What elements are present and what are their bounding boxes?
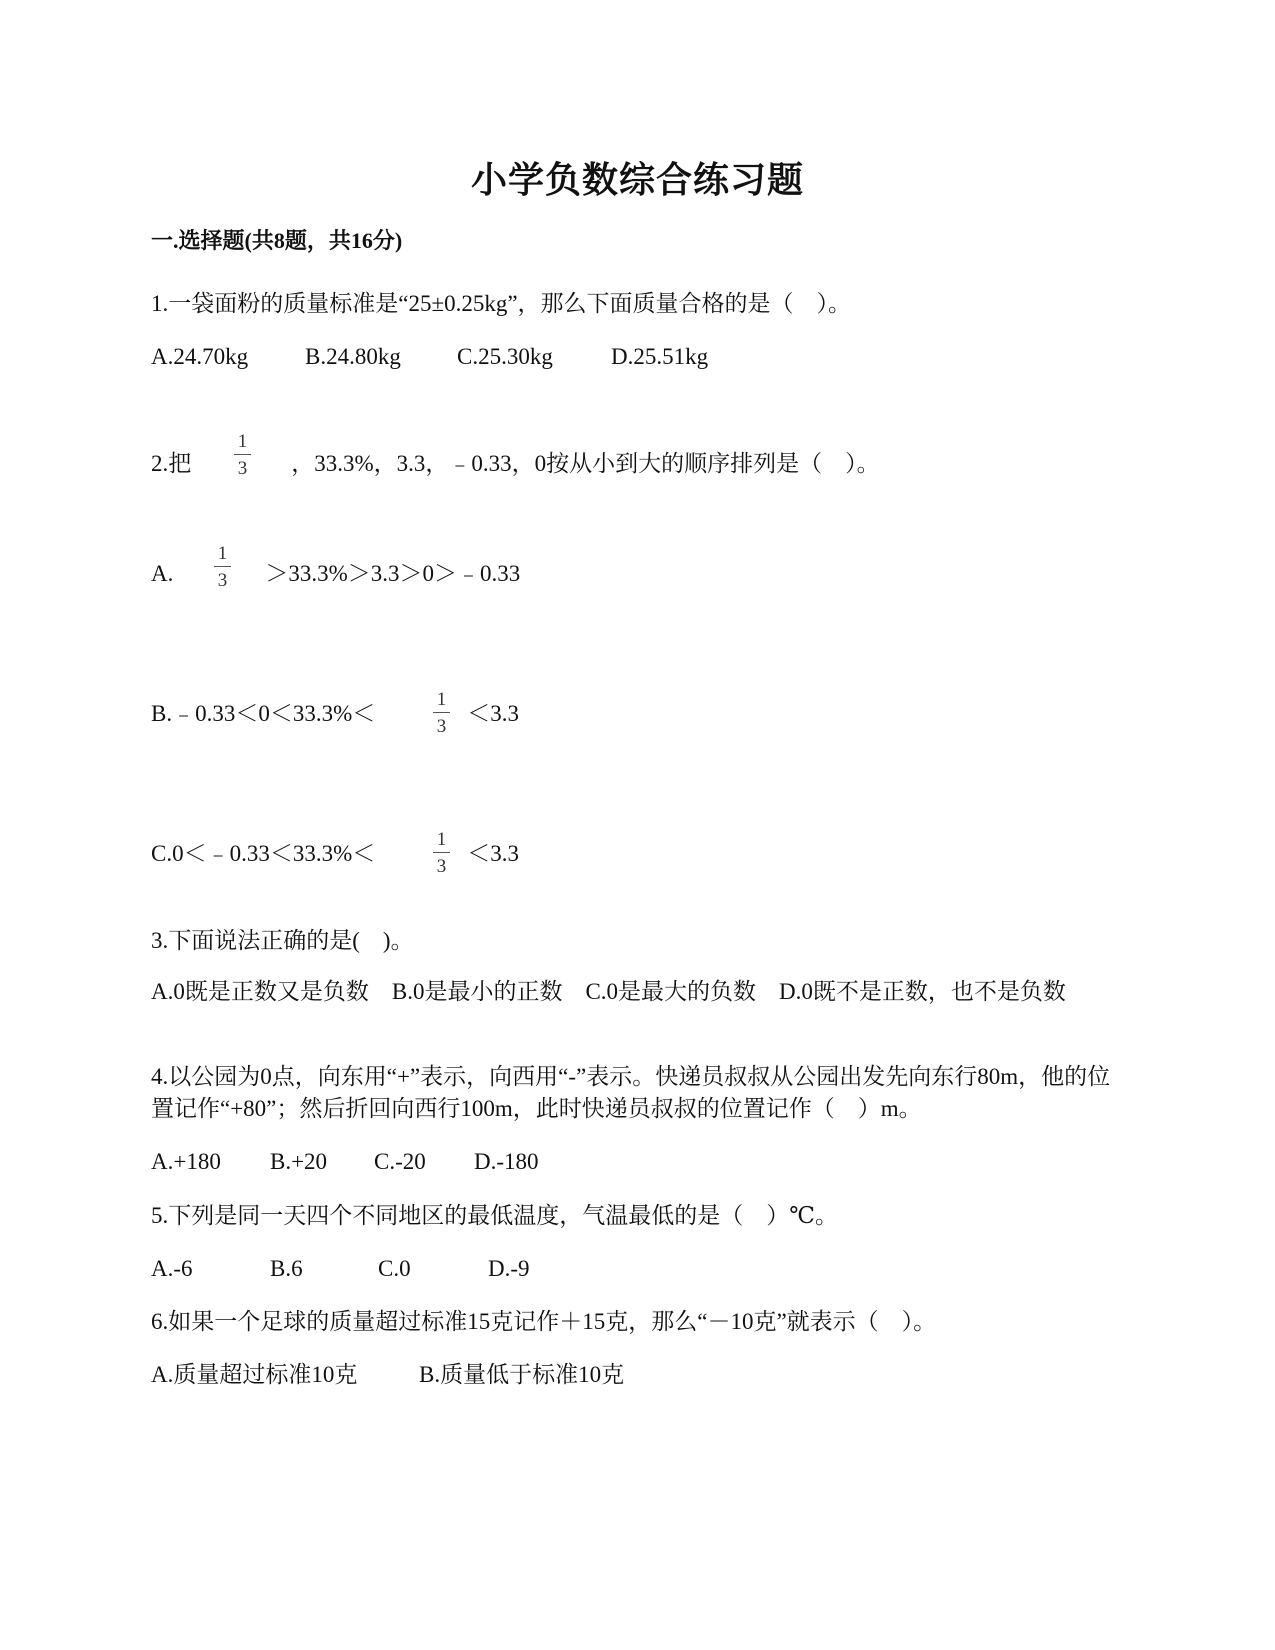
question-2-option-a (151, 562, 520, 585)
q4-option-a: A.+180 (151, 1149, 221, 1174)
fraction-one-third (433, 830, 450, 876)
q1-option-d: D.25.51kg (611, 344, 709, 369)
q5-option-c: C.0 (378, 1256, 411, 1281)
q2-option-b-prefix: B.﹣0.33＜0＜33.3%＜ (151, 701, 376, 726)
question-5-stem: 5.下列是同一天四个不同地区的最低温度，气温最低的是（ ）℃。 (151, 1203, 838, 1228)
q2-option-b-suffix: ＜3.3 (467, 701, 519, 726)
fraction-bar (433, 852, 450, 853)
fraction-denominator: 3 (436, 856, 447, 877)
question-3-options: A.0既是正数又是负数 B.0是最小的正数 C.0是最大的负数 D.0既不是正数，也不是负数 (151, 979, 1066, 1004)
q4-option-b: B.+20 (270, 1149, 328, 1174)
q4-option-d: D.-180 (474, 1149, 539, 1174)
fraction-denominator: 3 (436, 716, 447, 737)
q1-option-a: A.24.70kg (151, 344, 249, 369)
q2-option-a-prefix: A. (151, 561, 174, 586)
fraction-one-third (234, 432, 251, 478)
q2-prefix: 2.把 (151, 451, 192, 476)
question-5-options (151, 1257, 530, 1280)
fraction-numerator: 1 (436, 689, 447, 710)
question-4-stem: 4.以公园为0点，向东用“+”表示，向西用“-”表示。快递员叔叔从公园出发先向东行80m，他的位置记作“+80”；然后折回向西行100m，此时快递员叔叔的位置记作（ ）m。 (151, 1064, 1111, 1121)
q4-option-c: C.-20 (374, 1149, 426, 1174)
fraction-bar (214, 566, 231, 567)
q5-option-b: B.6 (270, 1256, 303, 1281)
question-1-options (151, 345, 708, 368)
q2-option-c-prefix: C.0＜﹣0.33＜33.3%＜ (151, 841, 376, 866)
question-2-stem (151, 452, 880, 475)
question-2-option-b (151, 702, 519, 725)
fraction-denominator: 3 (237, 458, 248, 479)
fraction-numerator: 1 (436, 829, 447, 850)
page-title: 小学负数综合练习题 (470, 160, 804, 200)
q2-suffix: ，33.3%，3.3，﹣0.33，0按从小到大的顺序排列是（ ）。 (291, 451, 880, 476)
q2-option-a-suffix: ＞33.3%＞3.3＞0＞﹣0.33 (265, 561, 521, 586)
fraction-numerator: 1 (217, 543, 228, 564)
question-6-stem: 6.如果一个足球的质量超过标准15克记作＋15克，那么“－10克”就表示（ ）。 (151, 1309, 937, 1334)
q5-option-d: D.-9 (488, 1256, 530, 1281)
q1-option-c: C.25.30kg (457, 344, 553, 369)
fraction-bar (433, 712, 450, 713)
fraction-numerator: 1 (237, 431, 248, 452)
fraction-one-third (433, 690, 450, 736)
q5-option-a: A.-6 (151, 1256, 193, 1281)
question-6-options (151, 1363, 624, 1386)
question-3-stem: 3.下面说法正确的是( )。 (151, 928, 414, 953)
question-2-option-c (151, 842, 519, 865)
fraction-denominator: 3 (217, 570, 228, 591)
question-1-stem: 1.一袋面粉的质量标准是“25±0.25kg”，那么下面质量合格的是（ ）。 (151, 291, 852, 316)
q6-option-b: B.质量低于标准10克 (419, 1362, 625, 1387)
q2-option-c-suffix: ＜3.3 (467, 841, 519, 866)
fraction-bar (234, 454, 251, 455)
q1-option-b: B.24.80kg (305, 344, 401, 369)
question-4-options (151, 1150, 539, 1173)
section-heading: 一.选择题(共8题，共16分) (151, 228, 403, 253)
q6-option-a: A.质量超过标准10克 (151, 1362, 358, 1387)
fraction-one-third (214, 544, 231, 590)
